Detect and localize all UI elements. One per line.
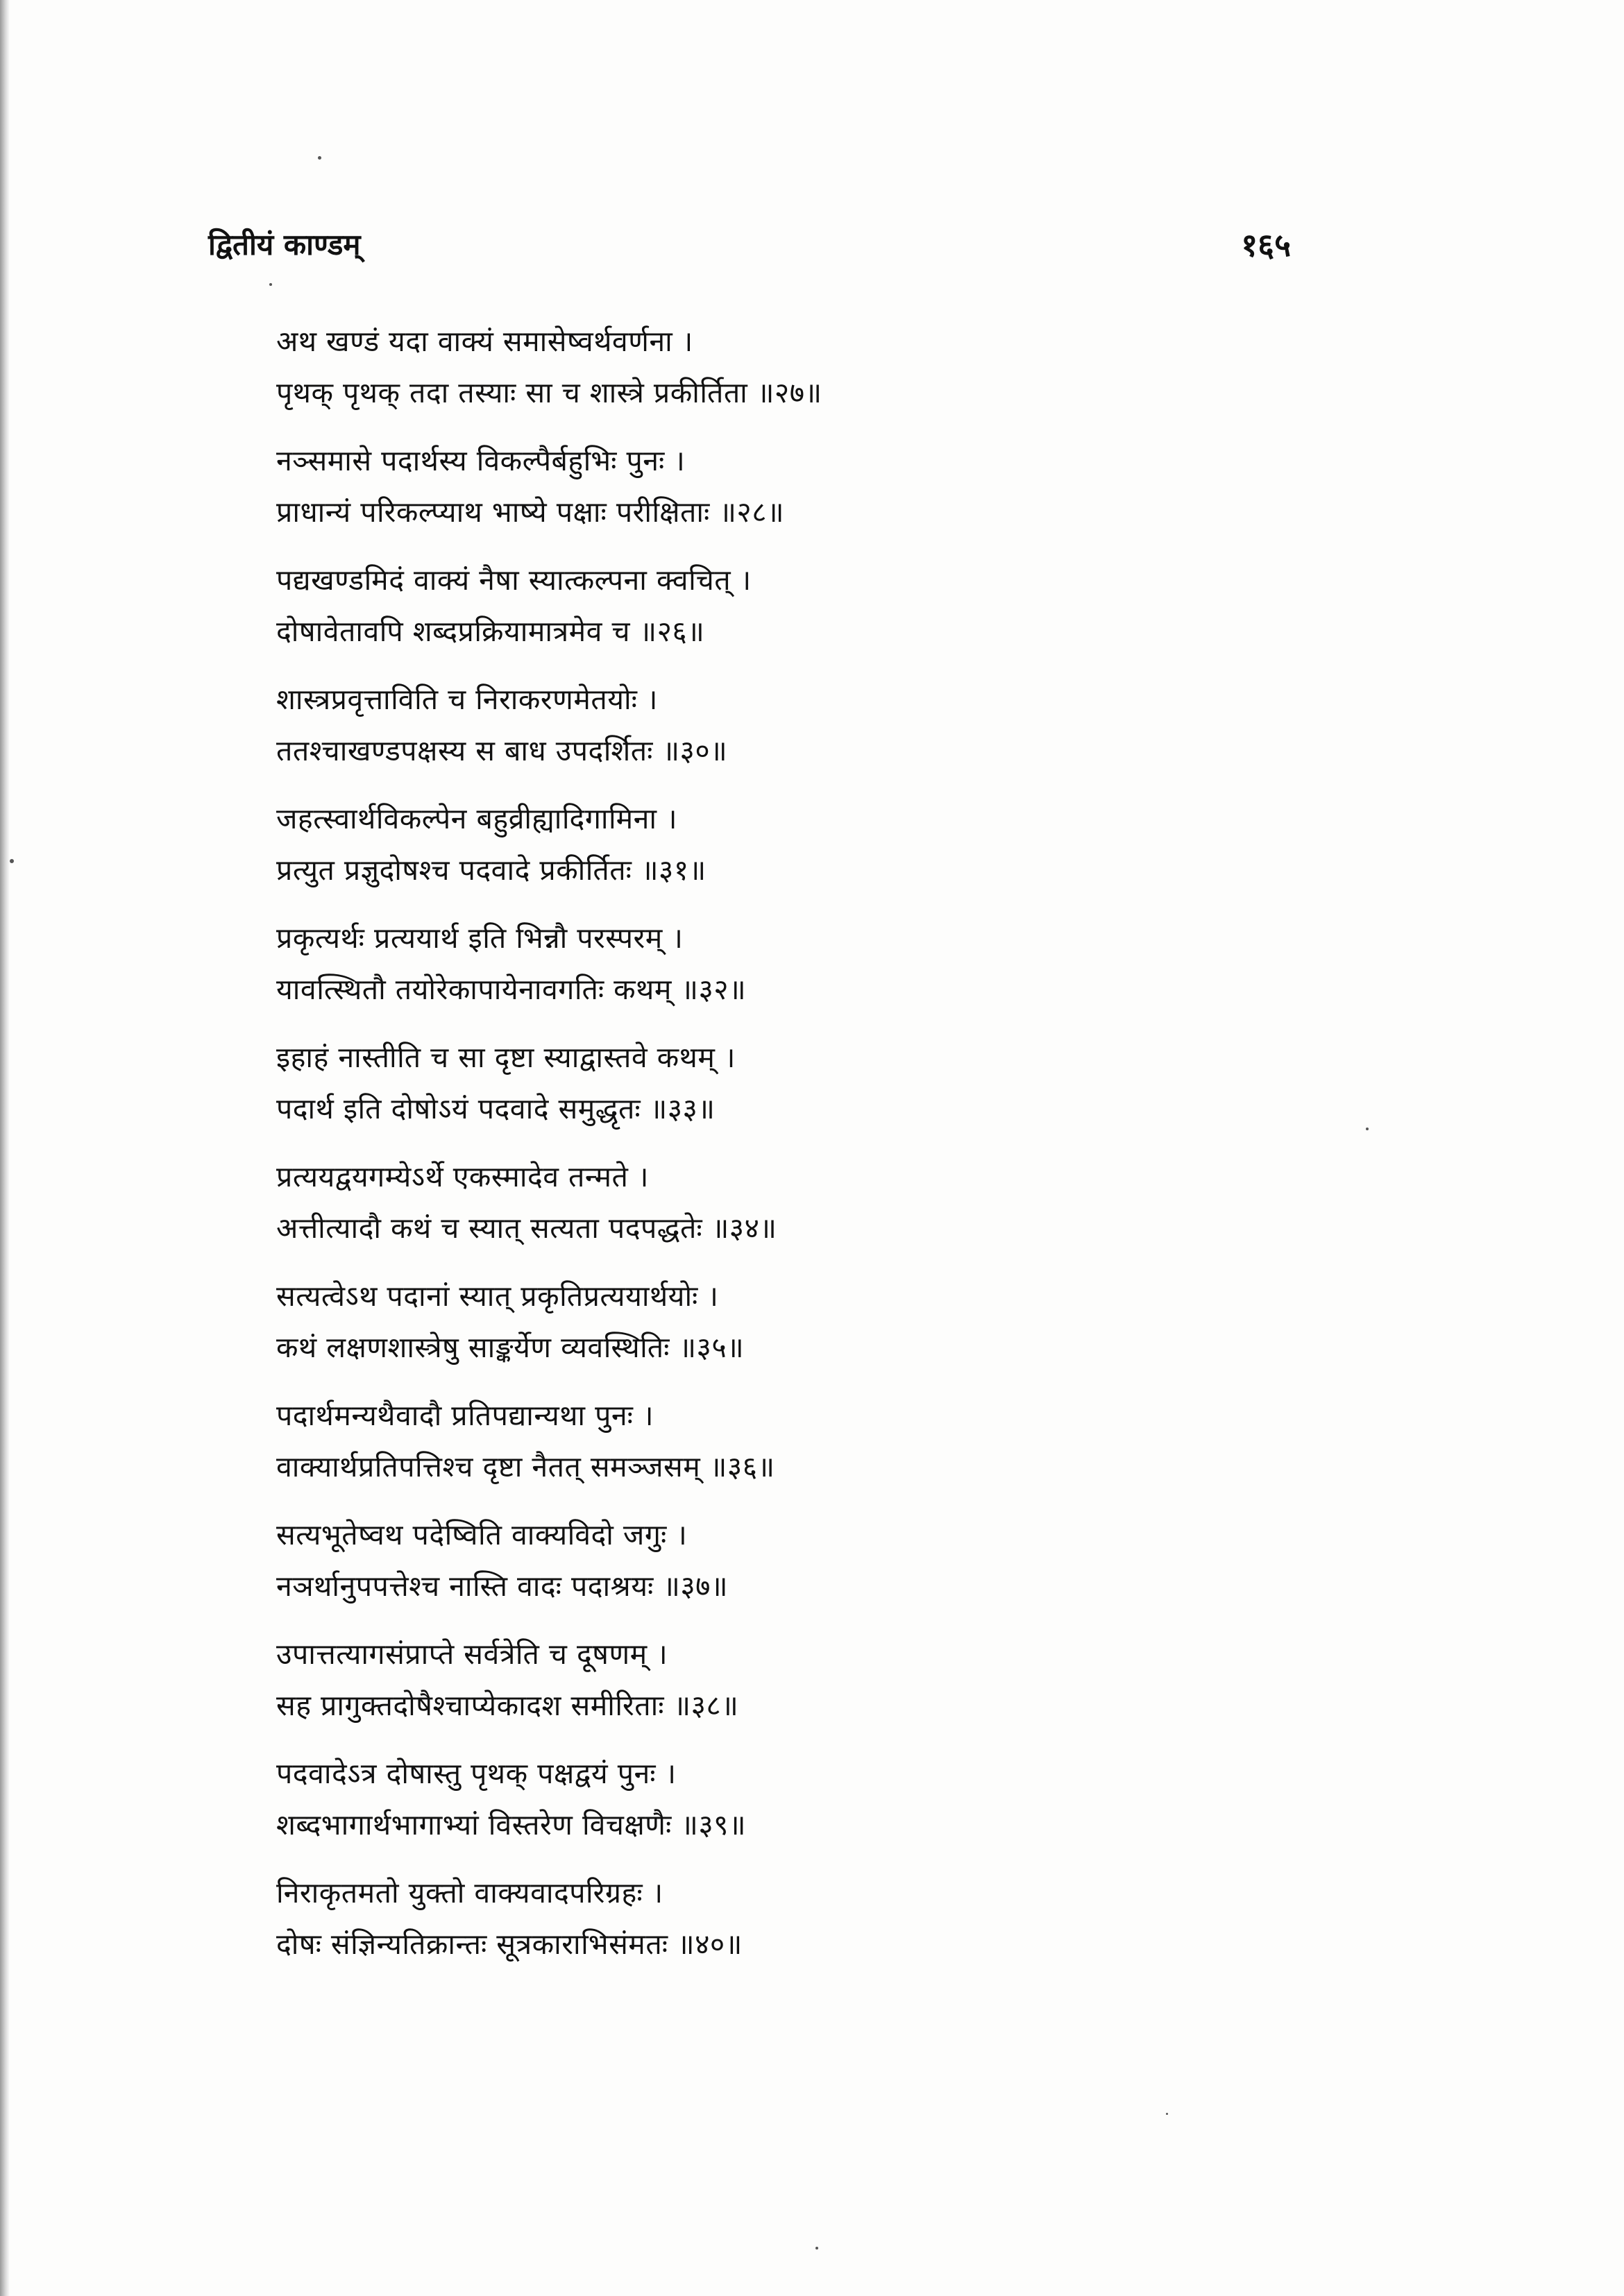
scan-speck bbox=[1166, 2113, 1168, 2115]
scan-speck bbox=[10, 859, 14, 863]
verse-34 bbox=[276, 1151, 1387, 1254]
page-number: १६५ bbox=[1241, 226, 1291, 264]
page-binding-edge bbox=[0, 0, 10, 2296]
verse-28 bbox=[276, 435, 1387, 538]
verse-36 bbox=[276, 1390, 1387, 1493]
verse-27 bbox=[276, 316, 1387, 418]
verse-line: अथ खण्डं यदा वाक्यं समासेष्वर्थवर्णना । bbox=[276, 325, 693, 358]
verse-line: ततश्चाखण्डपक्षस्य स बाध उपदर्शितः ॥३०॥ bbox=[276, 734, 728, 767]
verse-line: इहाहं नास्तीति च सा दृष्टा स्याद्वास्तवे कथम् । bbox=[276, 1041, 736, 1074]
verse-line: पद्यखण्डमिदं वाक्यं नैषा स्यात्कल्पना क्वचित् । bbox=[276, 563, 752, 597]
verse-line: कथं लक्षणशास्त्रेषु साङ्कर्येण व्यवस्थितिः ॥३५॥ bbox=[276, 1331, 745, 1364]
verse-line: पृथक् पृथक् तदा तस्याः सा च शास्त्रे प्रकीर्तिता ॥२७॥ bbox=[276, 376, 822, 409]
verse-line: निराकृतमतो युक्तो वाक्यवादपरिग्रहः । bbox=[276, 1876, 663, 1910]
verse-line: पदवादेऽत्र दोषास्तु पृथक् पक्षद्वयं पुनः । bbox=[276, 1757, 677, 1790]
verse-line: सत्यत्वेऽथ पदानां स्यात् प्रकृतिप्रत्ययार्थयोः । bbox=[276, 1279, 719, 1313]
verse-31 bbox=[276, 793, 1387, 896]
verse-line: उपात्तत्यागसंप्राप्ते सर्वत्रेति च दूषणम् । bbox=[276, 1638, 668, 1671]
verse-line: नञर्थानुपपत्तेश्च नास्ति वादः पदाश्रयः ॥३७॥ bbox=[276, 1570, 729, 1603]
verse-line: पदार्थ इति दोषोऽयं पदवादे समुद्धृतः ॥३३॥ bbox=[276, 1092, 716, 1125]
verse-line: जहत्स्वार्थविकल्पेन बहुव्रीह्यादिगामिना । bbox=[276, 802, 678, 835]
verse-39 bbox=[276, 1748, 1387, 1851]
verse-30 bbox=[276, 674, 1387, 776]
chapter-title: द्वितीयं काण्डम् bbox=[208, 228, 361, 262]
verse-line: शब्दभागार्थभागाभ्यां विस्तरेण विचक्षणैः ॥३९॥ bbox=[276, 1808, 747, 1842]
scan-speck bbox=[1366, 1128, 1369, 1130]
verse-38 bbox=[276, 1629, 1387, 1731]
verse-line: प्राधान्यं परिकल्प्याथ भाष्ये पक्षाः परीक्षिताः ॥२८॥ bbox=[276, 495, 785, 529]
verse-line: अत्तीत्यादौ कथं च स्यात् सत्यता पदपद्धतेः ॥३४॥ bbox=[276, 1211, 777, 1245]
scan-speck bbox=[269, 283, 272, 286]
verse-line: सह प्रागुक्तदोषैश्चाप्येकादश समीरिताः ॥३८॥ bbox=[276, 1689, 739, 1722]
verse-29 bbox=[276, 554, 1387, 657]
verse-line: नञ्समासे पदार्थस्य विकल्पैर्बहुभिः पुनः । bbox=[276, 444, 686, 477]
verse-33 bbox=[276, 1032, 1387, 1134]
verse-line: प्रकृत्यर्थः प्रत्ययार्थ इति भिन्नौ परस्परम् । bbox=[276, 921, 684, 955]
verse-line: शास्त्रप्रवृत्ताविति च निराकरणमेतयोः । bbox=[276, 683, 658, 716]
verse-line: पदार्थमन्यथैवादौ प्रतिपद्यान्यथा पुनः । bbox=[276, 1399, 654, 1432]
verse-line: प्रत्युत प्रज्ञुदोषश्च पदवादे प्रकीर्तितः ॥३१॥ bbox=[276, 853, 707, 887]
verse-line: दोषावेतावपि शब्दप्रक्रियामात्रमेव च ॥२६॥ bbox=[276, 615, 705, 648]
verse-37 bbox=[276, 1509, 1387, 1612]
verse-line: वाक्यार्थप्रतिपत्तिश्च दृष्टा नैतत् समञ्जसम् ॥३६॥ bbox=[276, 1450, 775, 1483]
verse-32 bbox=[276, 912, 1387, 1015]
verse-line: प्रत्ययद्वयगम्येऽर्थे एकस्मादेव तन्मते । bbox=[276, 1160, 649, 1193]
verse-line: सत्यभूतेष्वथ पदेष्विति वाक्यविदो जगुः । bbox=[276, 1518, 688, 1551]
verse-35 bbox=[276, 1270, 1387, 1373]
scan-speck bbox=[815, 2247, 818, 2250]
running-header bbox=[208, 221, 1291, 276]
verse-line: दोषः संज्ञिन्यतिक्रान्तः सूत्रकाराभिसंमतः ॥४०॥ bbox=[276, 1928, 743, 1961]
scan-speck bbox=[318, 156, 321, 160]
verse-block bbox=[276, 316, 1387, 1987]
verse-40 bbox=[276, 1867, 1387, 1970]
verse-line: यावत्स्थितौ तयोरेकापायेनावगतिः कथम् ॥३२॥ bbox=[276, 973, 747, 1006]
